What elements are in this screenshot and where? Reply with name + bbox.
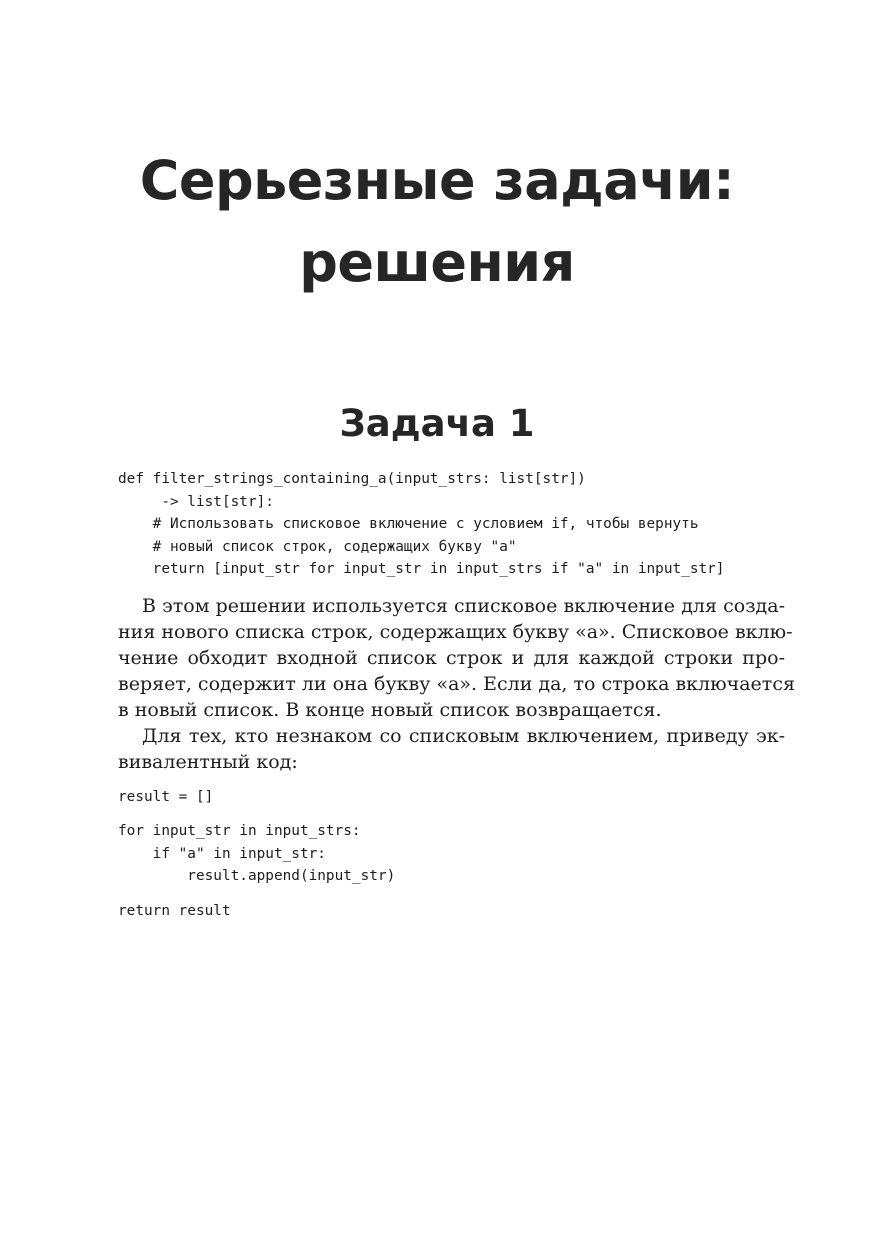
paragraph-1-line: веряет, содержит ли она букву «а». Если да, то строка включается — [118, 673, 795, 695]
body-text — [118, 593, 795, 775]
chapter-title-line-1: Серьезные задачи: — [139, 149, 735, 212]
code-line: # Использовать списковое включение с условием if, чтобы вернуть — [118, 516, 699, 532]
paragraph-1-line: ния нового списка строк, содержащих букву «а». Списковое вклю- — [118, 621, 793, 643]
code-block-function — [118, 468, 798, 581]
paragraph-1-line: чение обходит входной список строк и для каждой строки про- — [118, 647, 785, 669]
section-title: Задача 1 — [339, 402, 535, 445]
code-line: result.append(input_str) — [118, 868, 396, 884]
code-line: for input_str in input_strs: — [118, 823, 361, 839]
code-line: def filter_strings_containing_a(input_strs: list[str]) — [118, 471, 586, 487]
chapter-title — [0, 140, 874, 304]
code-line: -> list[str]: — [118, 493, 274, 510]
code-line: return result — [118, 903, 231, 919]
paragraph-2-line: вивалентный код: — [118, 751, 298, 773]
paragraph-1-line: в новый список. В конце новый список возвращается. — [118, 699, 662, 721]
code-line: result = [] — [118, 789, 214, 805]
paragraph-2-line: Для тех, кто незнаком со списковым включением, приведу эк- — [142, 725, 785, 747]
code-line: return [input_str for input_str in input_strs if "a" in input_str] — [118, 561, 725, 577]
code-block-return — [118, 900, 798, 923]
code-block-result-init — [118, 786, 798, 809]
code-line: if "a" in input_str: — [118, 845, 326, 862]
chapter-title-line-2: решения — [299, 231, 575, 294]
code-block-loop — [118, 820, 798, 888]
paragraph-1-line: В этом решении используется списковое включение для созда- — [142, 595, 785, 617]
code-line: # новый список строк, содержащих букву "a" — [118, 538, 517, 555]
